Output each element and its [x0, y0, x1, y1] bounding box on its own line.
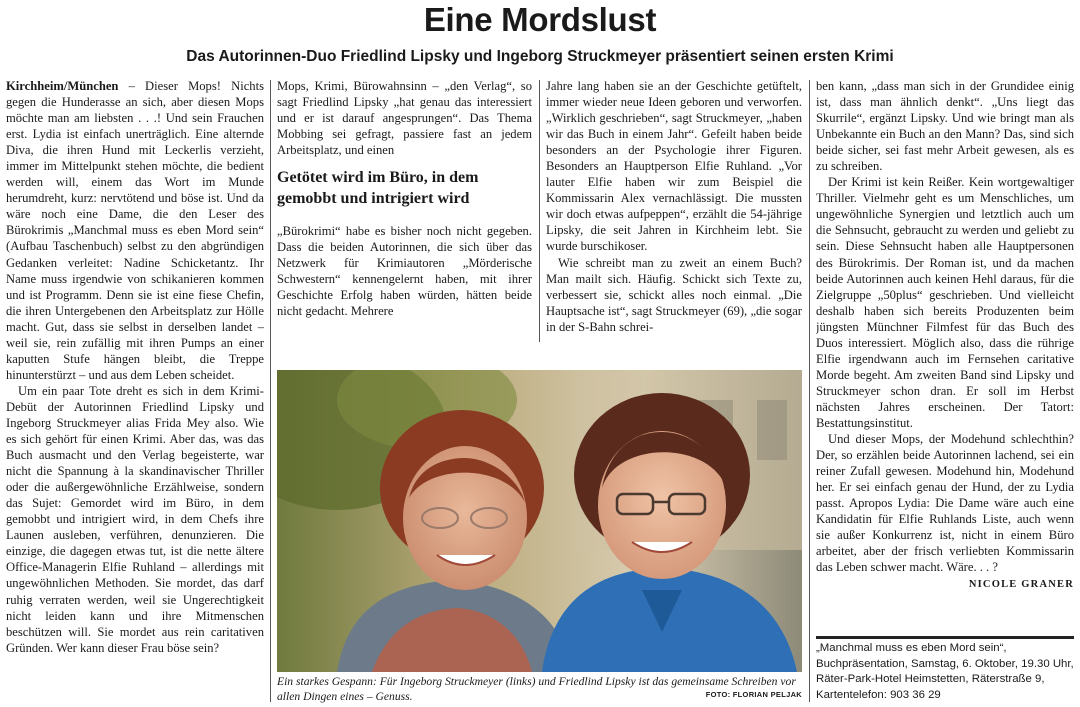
- article-column-4: [816, 78, 1074, 630]
- headline: Eine Mordslust: [423, 1, 657, 38]
- photo-credit: FOTO: FLORIAN PELJAK: [705, 690, 802, 699]
- subheading: Getötet wird im Büro, in dem gemobbt und intrigiert wird: [277, 169, 479, 207]
- column-divider: [539, 80, 540, 342]
- paragraph: ben kann, „dass man sich in der Grundidee einig ist, dass man ähnlich denkt“. „Uns liegt das Skurrile“, ergänzt Lipsky. Und wie bringt man als Unbekannte ein Buch an den Mann? Das, sind sich beide sicher, sei fast mehr Arbeit gewesen, als es zu schreiben.: [816, 79, 1074, 174]
- article-photo: [277, 370, 802, 672]
- paragraph: Mops, Krimi, Bürowahnsinn – „den Verlag“, so sagt Friedlind Lipsky „hat genau das interessiert und er ist darauf angesprungen“. Das Thema Mobbing sei gefragt, passiere fast an jedem Arbeitsplatz, und einen: [277, 79, 532, 158]
- paragraph: „Bürokrimi“ habe es bisher noch nicht gegeben. Dass die beiden Autorinnen, die sich über das Netzwerk für Krimiautoren „Mörderische Schwestern“ kennengelernt haben, mit ihrer Geschichte Erfolg haben würden, hätten beide nicht gedacht. Mehrere: [277, 224, 532, 319]
- article-column-1: [6, 78, 264, 706]
- column-divider: [809, 80, 810, 702]
- photo-caption: Ein starkes Gespann: Für Ingeborg Struckmeyer (links) und Friedlind Lipsky ist das gemeinsame Schreiben vor allen Dingen eines – Genuss.: [277, 675, 796, 703]
- author-byline: NICOLE GRANER: [968, 579, 1074, 591]
- paragraph: Wie schreibt man zu zweit an einem Buch? Man mailt sich. Häufig. Schickt sich Texte zu, verbessert sie, schickt alles noch einmal. „Die Hauptsache ist“, sagt Struckmeyer (69), „die sogar in der S-Bahn schrei-: [546, 255, 802, 334]
- paragraph: Und dieser Mops, der Modehund schlechthin? Der, so erzählen beide Autorinnen lachend, sei ein reiner Zufall gewesen. Modehund hin, Modehund her. Er sei einfach genau der Hund, der zu Lydia passt. Apropos Lydia: Die Dame wäre auch eine Kandidatin für Elfie Ruhlands Liste, auch wenn sie außer Konkurrenz ist, nicht in einem Büro arbeitet, aber der frisch verliebten Kommissarin das Leben schwer macht. Wäre. . . ?: [816, 432, 1074, 575]
- event-infobox: „Manchmal muss es eben Mord sein“, Buchpräsentation, Samstag, 6. Oktober, 19.30 Uhr, Räter-Park-Hotel Heimstetten, Räterstraße 9, Kartentelefon: 903 36 29: [816, 636, 1074, 703]
- paragraph: Jahre lang haben sie an der Geschichte getüftelt, immer wieder neue Ideen geboren und verworfen. „Wirklich geschrieben“, sagt Struckmeyer, „haben wir das Buch in einem Jahr“. Gefeilt haben beide besonders an der Psychologie ihrer Figuren. Besonders an Hauptperson Elfie Ruhland. „Vor lauter Elfie haben wir zum Beispiel die Kommissarin Alex vernachlässigt. Die mussten wir doch etwas aufpeppen“, erzählt die 54-jährige Lipsky, die seit Jahren in Kirchheim lebt. Sie wurde burschikoser.: [546, 79, 802, 254]
- subheadline: Das Autorinnen-Duo Friedlind Lipsky und Ingeborg Struckmeyer präsentiert seinen ersten Krimi: [186, 48, 894, 65]
- article-column-2: [277, 78, 532, 350]
- column-divider: [270, 80, 271, 702]
- paragraph: Um ein paar Tote dreht es sich in dem Krimi-Debüt der Autorinnen Friedlind Lipsky und Ingeborg Struckmeyer alias Frida Mey also. Wie es sich gehört für einen Krimi. Aber das, was das Buch ausmacht und den Verlag begeisterte, war nicht die Spannung à la skandinavischer Thriller oder die außergewöhnliche Erzählweise, sondern das Sujet: Gemordet wird im Büro, in dem gemobbt und intrigiert wird, in dem Chefs ihre Launen ausleben, verführen, denunzieren. Die einzige, die dagegen etwas tut, ist die nette ältere Office-Managerin Elfie Ruhland – allerdings mit ungewöhnlichen Methoden. Sie mordet, das darf ruhig verraten werden, weil sie Ungerechtigkeit nicht leiden kann und ihre Mitmenschen beschützen will. Sie mordet aus rein caritativen Gründen. Wer kann dieser Frau böse sein?: [6, 383, 264, 655]
- paragraph: Der Krimi ist kein Reißer. Kein wortgewaltiger Thriller. Vielmehr geht es um Menschliches, um ungewöhnliche Synergien und letztlich auch um die Sehnsucht, gebraucht zu werden und geliebt zu sein. Diese Sehnsucht haben alle Hauptpersonen des Bürokrimis. Der Roman ist, und da machen beide Autorinnen auch keinen Hehl daraus, für die Zielgruppe „50plus“ geschrieben. Und vielleicht deshalb haben sich bereits Produzenten beim jüngsten Münchner Filmfest für das Buch des Duos interessiert. Möglich also, dass die rührige Elfie irgendwann auch im Fernsehen caritative Morde begeht. Am zweiten Band sind Lipsky und Struckmeyer schon dran. Er soll im Herbst nächsten Jahres erscheinen. Der Tatort: Bestattungsinstitut.: [816, 175, 1074, 430]
- dateline: Kirchheim/München: [6, 79, 119, 93]
- article-column-3: [546, 78, 802, 350]
- paragraph: Kirchheim/München – Dieser Mops! Nichts gegen die Hunderasse an sich, aber diesen Mops möchte man am liebsten . . .! Und sein Frauchen erst. Lydia ist einfach unerträglich. Eine alternde Diva, die ihren Hund mit Leckerlis verzieht, immer im Mittelpunkt stehen möchte, die bedient werden will, einem das Wort im Munde herumdreht, kurz: nervtötend und böse ist. Und da wäre noch eine Dame, die den Leser des Bürokrimis „Manchmal muss es eben Mord sein“ (Aufbau Taschenbuch) selbst zu den abgründigen Gedanken verleitet: Nadine Schicketantz. Ihr Name muss irgendwie von schikanieren kommen und ist Programm. Denn sie ist eine fiese Chefin, die ihren Untergebenen den Arbeitsplatz zur Hölle macht. Gut, dass sie selbst in derselben landet – weil sie, rein zufällig mit ihren Pumps an einer kaputten Stufe hängen bleibt, die Treppe hinunterstürzt – und aus dem Leben scheidet.: [6, 79, 264, 382]
